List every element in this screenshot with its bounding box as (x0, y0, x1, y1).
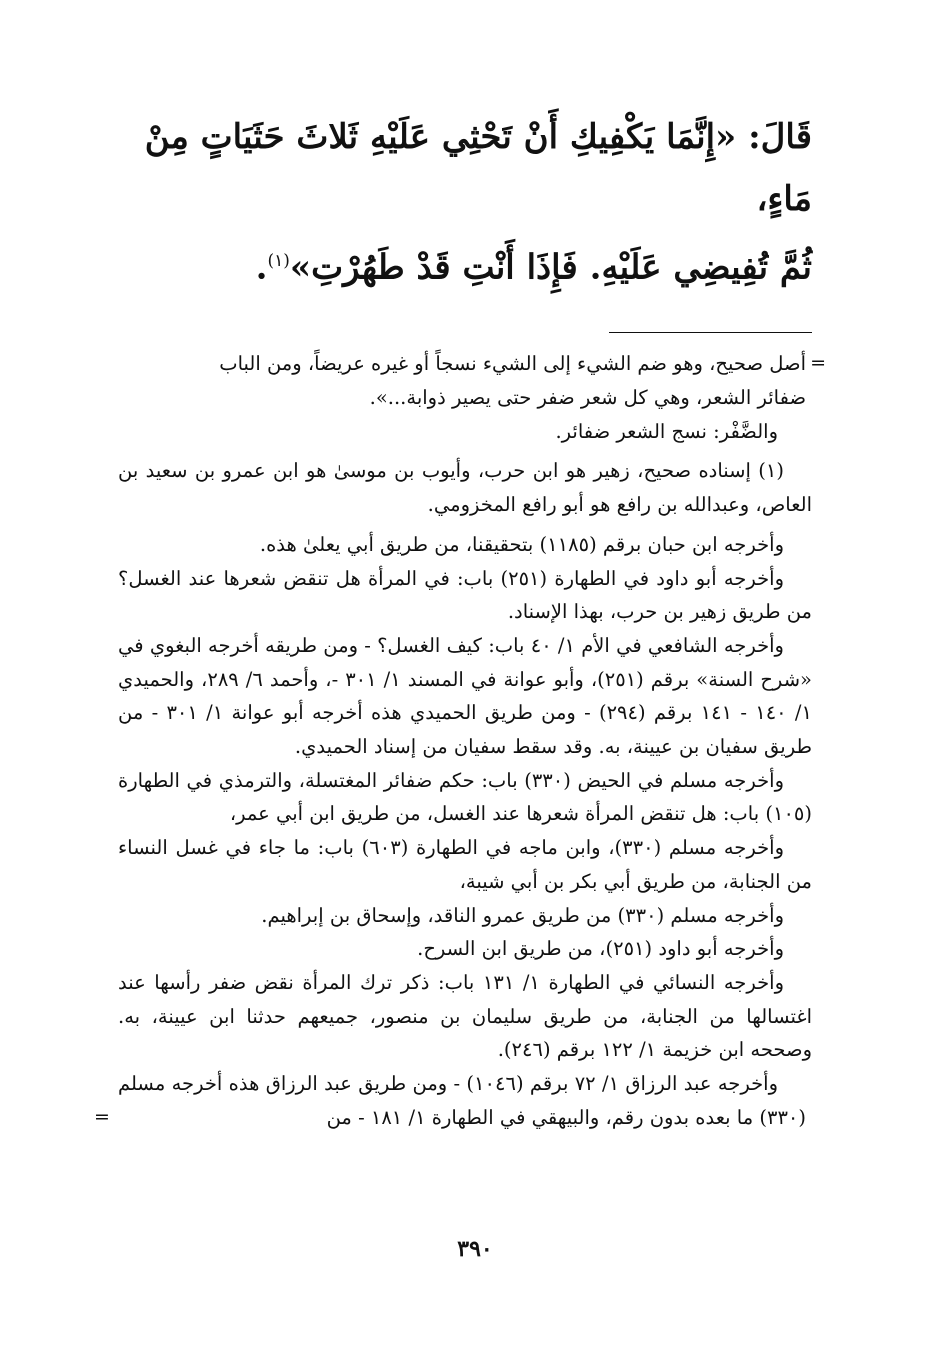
continuation-line-1: أصل صحيح، وهو ضم الشيء إلى الشيء نسجاً أو غيره عريضاً، ومن الباب (219, 352, 806, 376)
hadith-line-2 (118, 230, 812, 298)
footnote-paragraph: وأخرجه مسلم (٣٣٠)، وابن ماجه في الطهارة (٦٠٣) باب: ما جاء في غسل النساء من الجنابة، من طريق أبي بكر بن أبي شيبة، (118, 836, 812, 893)
footnotes (94, 347, 826, 1134)
hadith-line-1: قَالَ: «إِنَّمَا يَكْفِيكِ أَنْ تَحْثِي عَلَيْهِ ثَلاثَ حَثَيَاتٍ مِنْ مَاءٍ، (144, 117, 812, 219)
footnote-paragraph: وأخرجه الشافعي في الأم ١/ ٤٠ باب: كيف الغسل؟ - ومن طريقه أخرجه البغوي في «شرح السنة» برقم (٢٥١)، وأبو عوانة في المسند ١/ ٣٠١ -، وأحمد ٦/ ٢٨٩، والحميدي ١/ ١٤٠ - ١٤١ برقم (٢٩٤) - ومن طريق الحميدي هذه أخرجه أبو عوانة ١/ ٣٠١ - من طريق سفيان بن عيينة، به. وقد سقط سفيان من إسناد الحميدي. (118, 633, 812, 759)
hadith-line-2-text: ثُمَّ تُفِيضِي عَلَيْهِ. فَإِذَا أَنْتِ قَدْ طَهُرْتِ» (289, 247, 812, 288)
footnote-paragraph: وأخرجه أبو داود (٢٥١)، من طريق ابن السرح. (417, 937, 784, 961)
footnote-paragraph: وأخرجه مسلم في الحيض (٣٣٠) باب: حكم ضفائر المغتسلة، والترمذي في الطهارة (١٠٥) باب: هل تنقض المرأة شعرها عند الغسل، من طريق ابن أبي عمر، (118, 768, 812, 826)
footnote-paragraph: وأخرجه مسلم (٣٣٠) من طريق عمرو الناقد، وإسحاق بن إبراهيم. (261, 903, 784, 927)
hadith-line-2-end: . (255, 247, 268, 288)
continuation-line-3: والضَّفْر: نسج الشعر ضفائر. (555, 419, 778, 443)
page-number: ٣٩٠ (457, 1236, 493, 1262)
footnote-reference: (١) (267, 251, 290, 271)
footnote-paragraph: وأخرجه أبو داود في الطهارة (٢٥١) باب: في المرأة هل تنقض شعرها عند الغسل؟ من طريق زهير بن حرب، بهذا الإسناد. (118, 566, 812, 624)
footnote-separator (609, 332, 812, 333)
continuation-line-2: ضفائر الشعر، وهي كل شعر ضفر حتى يصير ذوابة...». (369, 386, 806, 410)
footnote-continuation (118, 347, 826, 448)
footnote-paragraph: وأخرجه عبد الرزاق ١/ ٧٢ برقم (١٠٤٦) - ومن طريق عبد الرزاق هذه أخرجه مسلم (٣٣٠) ما بعده بدون رقم، والبيهقي في الطهارة ١/ ١٨١ - من (118, 1072, 806, 1129)
footnote-last-wrapper (94, 1067, 812, 1134)
continuation-mark-start: = (810, 352, 826, 375)
hadith-text (118, 106, 812, 298)
continuation-mark-end: = (94, 1105, 110, 1128)
footnote-paragraph: وأخرجه ابن حبان برقم (١١٨٥) بتحقيقنا، من طريق أبي يعلىٰ هذه. (259, 532, 784, 556)
footnote-paragraph: وأخرجه النسائي في الطهارة ١/ ١٣١ باب: ذكر ترك المرأة نقض ضفر رأسها عند اغتسالها من الجنابة، من طريق سليمان بن منصور، جميعهم حدثنا ابن عيينة، به. وصححه ابن خزيمة ١/ ١٢٢ برقم (٢٤٦). (118, 970, 812, 1062)
footnote-1: (١) إسناده صحيح، زهير هو ابن حرب، وأيوب بن موسىٰ هو ابن عمرو بن سعيد بن العاص، وعبدالله بن رافع هو أبو رافع المخزومي. (118, 459, 812, 517)
